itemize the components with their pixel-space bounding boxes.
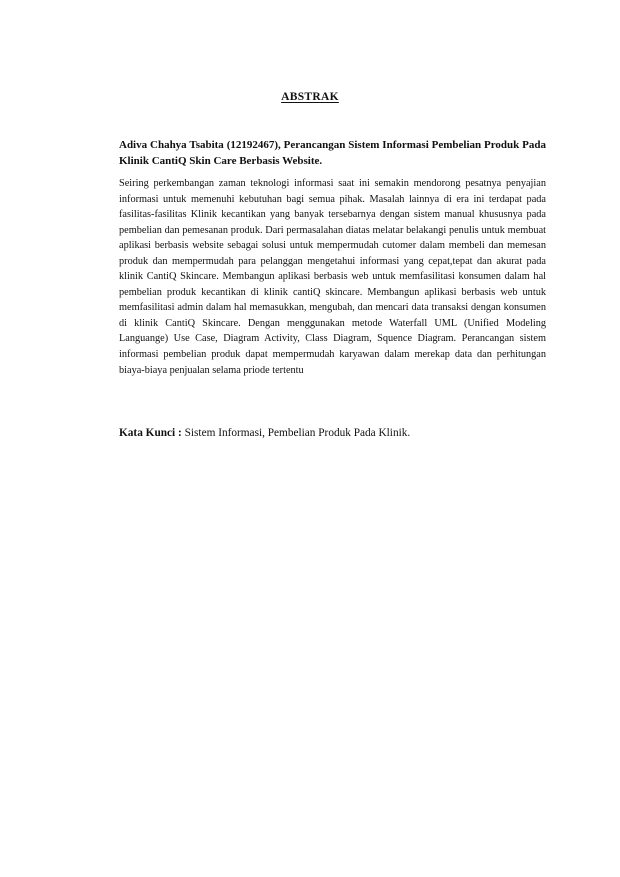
keywords-label: Kata Kunci	[119, 427, 176, 439]
keywords-separator: :	[175, 427, 185, 439]
keywords-text: Sistem Informasi, Pembelian Produk Pada Klinik.	[184, 427, 411, 439]
abstract-title	[0, 91, 620, 103]
abstract-heading: Adiva Chahya Tsabita (12192467), Perancangan Sistem Informasi Pembelian Produk Pada Klinik CantiQ Skin Care Berbasis Website.	[119, 139, 546, 167]
keywords-line	[119, 425, 546, 441]
abstract-title-text: ABSTRAK	[281, 91, 339, 103]
abstract-body: Seiring perkembangan zaman teknologi informasi saat ini semakin mendorong pesatnya penyajian informasi untuk memenuhi kebutuhan bagi semua pihak. Masalah lainnya di era ini terdapat pada fasilitas-fasilitas Klinik kecantikan yang banyak tersebarnya dengan sistem manual khususnya pada pembelian dan pemesanan produk. Dari permasalahan diatas melatar belakangi penulis untuk membuat aplikasi berbasis website sebagai solusi untuk mempermudah cutomer dalam membeli dan memesan produk dan mempermudah para pelanggan mengetahui informasi yang cepat,tepat dan akurat pada klinik CantiQ Skincare. Membangun aplikasi berbasis web untuk memfasilitasi konsumen dalam hal pembelian produk kecantikan di klinik cantiQ skincare. Membangun aplikasi berbasis web untuk memfasilitasi admin dalam hal memasukkan, mengubah, dan mencari data transaksi dengan konsumen di klinik CantiQ Skincare. Dengan menggunakan metode Waterfall UML (Unified Modeling Languange) Use Case, Diagram Activity, Class Diagram, Squence Diagram. Perancangan sistem informasi pembelian produk dapat mempermudah karyawan dalam merekap data dan perhitungan biaya-biaya penjualan selama priode tertentu	[119, 178, 546, 376]
